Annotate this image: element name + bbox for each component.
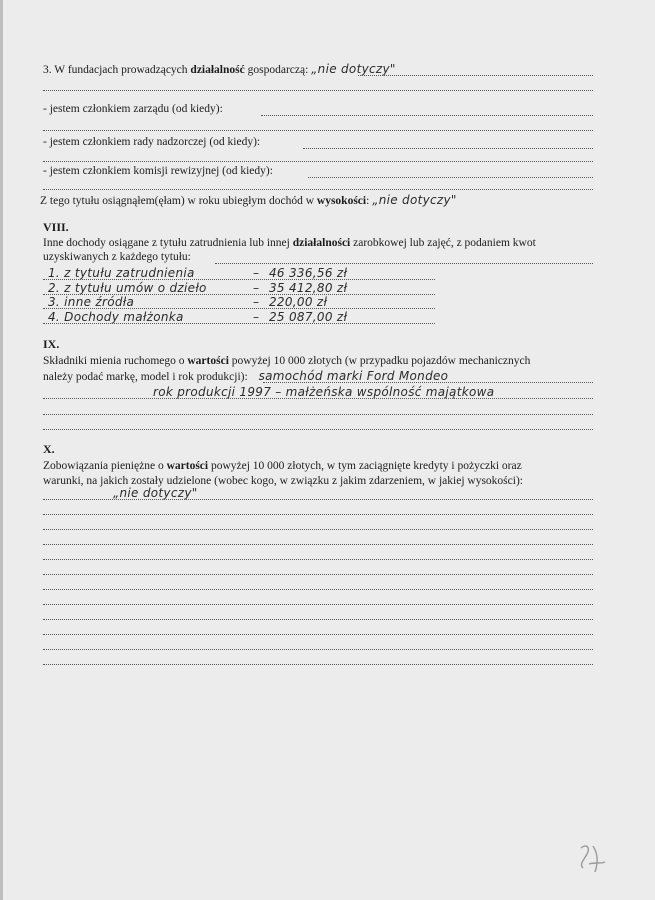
section-heading-x: X. — [43, 442, 55, 456]
dotted-line — [43, 573, 593, 575]
income-item: 2. z tytułu umów o dzieło – 35 412,80 zł — [48, 281, 348, 295]
dotted-line — [43, 129, 593, 131]
dotted-line — [303, 147, 593, 149]
fundations-line: 3. W fundacjach prowadzących działalność gospodarczą: „nie dotyczy" — [43, 62, 396, 76]
handwritten-answer: samochód marki Ford Mondeo — [258, 369, 449, 383]
handwritten-answer: „nie dotyczy" — [372, 193, 457, 207]
income-item: 4. Dochody małżonka – 25 087,00 zł — [48, 310, 348, 324]
dotted-line — [43, 428, 593, 430]
dotted-line — [43, 543, 593, 545]
income-line: Z tego tytułu osiągnąłem(ęłam) w roku ubiegłym dochód w wysokości: „nie dotyczy" — [40, 193, 457, 207]
dotted-line — [43, 397, 593, 399]
audit-committee-line: - jestem członkiem komisji rewizyjnej (od kiedy): — [43, 165, 273, 177]
liabilities-line-1: Zobowiązania pieniężne o wartości powyżej 10 000 złotych, w tym zaciągnięte kredyty i pożyczki oraz — [43, 460, 522, 472]
initials-signature — [575, 842, 609, 880]
dotted-line — [43, 633, 593, 635]
dotted-line — [43, 618, 593, 620]
dotted-line — [43, 663, 593, 665]
dotted-line — [43, 188, 593, 190]
section-heading-ix: IX. — [43, 337, 60, 351]
handwritten-answer: rok produkcji 1997 – małżeńska wspólność majątkowa — [153, 385, 495, 399]
dotted-line — [215, 262, 593, 264]
section-heading-viii: VIII. — [43, 220, 69, 234]
dotted-line — [43, 648, 593, 650]
dotted-line — [308, 176, 593, 178]
dotted-line — [263, 381, 593, 383]
handwritten-answer: „nie dotyczy" — [113, 486, 198, 500]
movable-assets-line-2: należy podać markę, model i rok produkcji): samochód marki Ford Mondeo — [43, 369, 449, 383]
dotted-line — [43, 603, 593, 605]
dotted-line — [43, 160, 593, 162]
other-income-line-2: uzyskiwanych z każdego tytułu: — [43, 251, 191, 263]
dotted-line — [43, 413, 593, 415]
dotted-line — [43, 558, 593, 560]
dotted-line — [43, 588, 593, 590]
dotted-line — [43, 307, 435, 309]
dotted-line — [43, 278, 435, 280]
handwritten-answer: „nie dotyczy" — [311, 62, 396, 76]
dotted-line — [43, 513, 593, 515]
other-income-line-1: Inne dochody osiągane z tytułu zatrudnienia lub innej działalności zarobkowej lub zajęć, z podaniem kwot — [43, 237, 536, 249]
dotted-line — [43, 498, 593, 500]
dotted-line — [261, 114, 593, 116]
movable-assets-line-1: Składniki mienia ruchomego o wartości powyżej 10 000 złotych (w przypadku pojazdów mechanicznych — [43, 355, 531, 367]
dotted-line — [43, 89, 593, 91]
dotted-line — [43, 322, 435, 324]
dotted-line — [358, 74, 593, 76]
income-item: 3. inne źródła – 220,00 zł — [48, 295, 328, 309]
supervisory-board-line: - jestem członkiem rady nadzorczej (od kiedy): — [43, 136, 261, 148]
dotted-line — [43, 528, 593, 530]
liabilities-line-2: warunki, na jakich zostały udzielone (wobec kogo, w związku z jakim zdarzeniem, w jakiej wysokości): — [43, 475, 523, 487]
board-member-line: - jestem członkiem zarządu (od kiedy): — [43, 103, 223, 115]
income-item: 1. z tytułu zatrudnienia – 46 336,56 zł — [48, 266, 348, 280]
